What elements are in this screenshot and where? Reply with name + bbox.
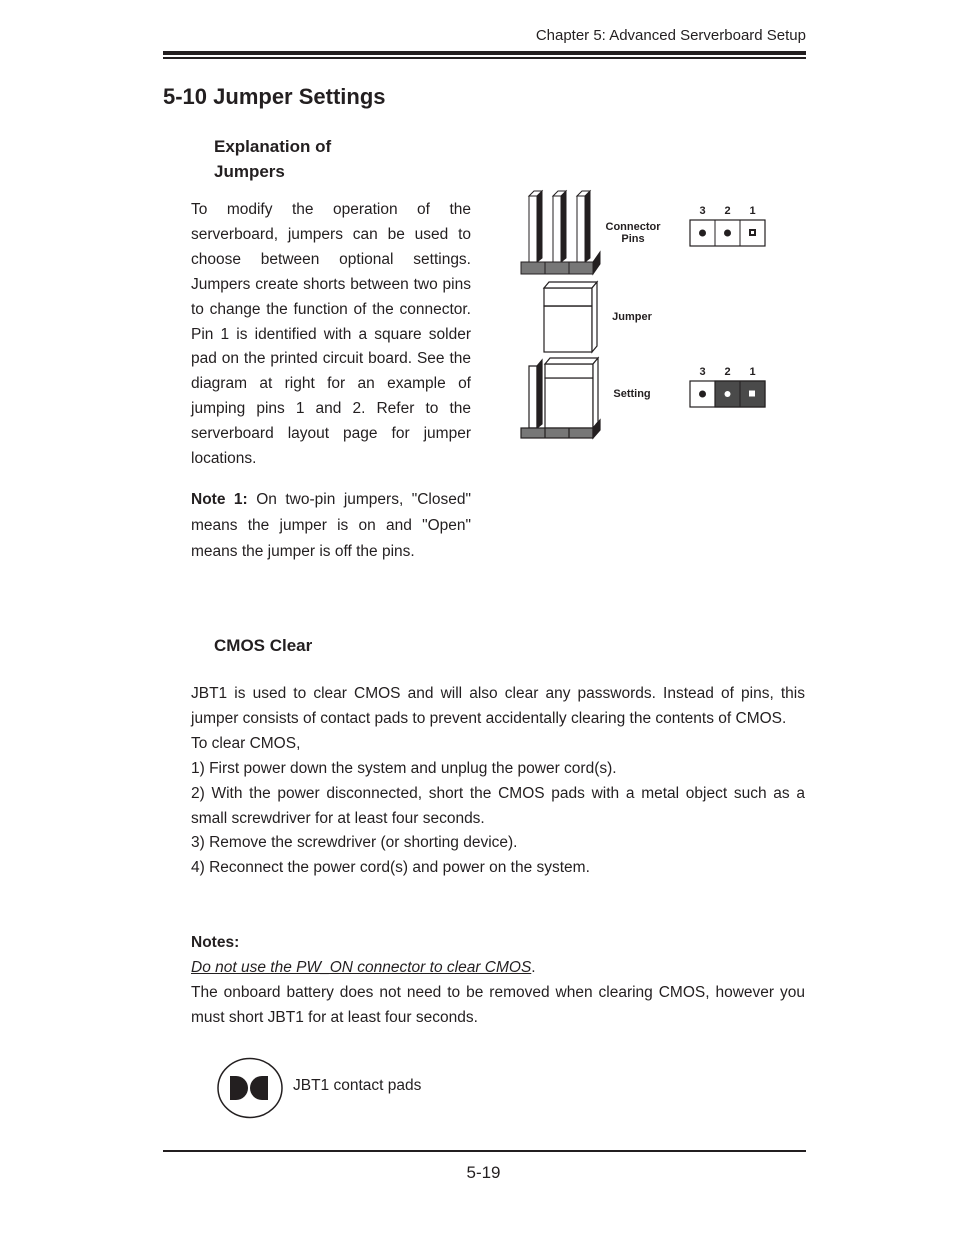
pin-header-open: [690, 220, 765, 246]
notes-label: Notes:: [191, 934, 240, 951]
cmos-notes: Notes: Do not use the PW_ON connector to clear CMOS. The onboard battery does not need to be removed when clearing CMOS, however you must short JBT1 for at least four seconds.: [191, 931, 805, 1031]
cmos-step-2: 2) With the power disconnected, short the CMOS pads with a metal object such as a small screwdriver for at least four seconds.: [191, 784, 805, 827]
explanation-paragraph: To modify the operation of the serverboard, jumpers can be used to choose between optional settings. Jumpers create shorts between two pins to change the function of the connector. Pin 1 is identified with a square solder pad on the printed circuit board. See the diagram at right for an example of jumping pins 1 and 2. Refer to the serverboard layout page for jumper locations.: [191, 201, 471, 468]
setting-illustration: [521, 358, 600, 438]
pin-number-top-3: 3: [699, 205, 706, 217]
connector-pins-illustration: [521, 191, 600, 274]
cmos-step-4: 4) Reconnect the power cord(s) and power on the system.: [191, 859, 590, 877]
header-rule: [163, 51, 806, 55]
cmos-intro: JBT1 is used to clear CMOS and will also clear any passwords. Instead of pins, this jumper consists of contact pads to prevent accidentally clearing the contents of CMOS.: [191, 685, 805, 727]
pin-header-jumped: [690, 381, 765, 407]
pin-number-bottom-2: 2: [724, 366, 731, 378]
jbt1-contact-pads-icon: [216, 1057, 284, 1119]
pin-number-top-1: 1: [749, 205, 756, 217]
pin-number-bottom-1: 1: [749, 366, 756, 378]
cmos-step-1: 1) First power down the system and unplug the power cord(s).: [191, 759, 617, 777]
setting-label: Setting: [613, 388, 651, 400]
cmos-clear-heading: CMOS Clear: [214, 636, 313, 655]
note-1-text: On two-pin jumpers, "Closed" means the jumper is on and "Open" means the jumper is off the pins.: [191, 491, 471, 560]
header-rule-thin: [163, 57, 806, 59]
section-title: 5-10 Jumper Settings: [163, 84, 386, 109]
chapter-header: Chapter 5: Advanced Serverboard Setup: [535, 27, 806, 44]
notes-warning: Do not use the PW_ON connector to clear CMOS: [191, 958, 532, 976]
explanation-heading-line1: Explanation of: [214, 137, 332, 156]
cmos-clear-instructions: [191, 682, 805, 881]
cmos-to-clear: To clear CMOS,: [191, 734, 301, 752]
note-1-label: Note 1:: [191, 491, 248, 508]
page-number: 5-19: [466, 1163, 501, 1182]
explanation-heading: [214, 134, 414, 184]
note-1: [191, 487, 471, 565]
jumper-label: Jumper: [612, 311, 652, 323]
pin-number-bottom-3: 3: [699, 366, 706, 378]
cmos-step-3: 3) Remove the screwdriver (or shorting device).: [191, 834, 518, 852]
explanation-heading-line2: Jumpers: [214, 162, 285, 181]
footer-rule: [163, 1150, 806, 1152]
pin-number-top-2: 2: [724, 205, 731, 217]
jbt1-contact-pads-label: JBT1 contact pads: [293, 1077, 422, 1094]
notes-text: The onboard battery does not need to be removed when clearing CMOS, however you must short JBT1 for at least four seconds.: [191, 983, 805, 1026]
connector-pins-label: Connector Pins: [605, 221, 661, 245]
jumper-cap-illustration: [544, 282, 597, 352]
